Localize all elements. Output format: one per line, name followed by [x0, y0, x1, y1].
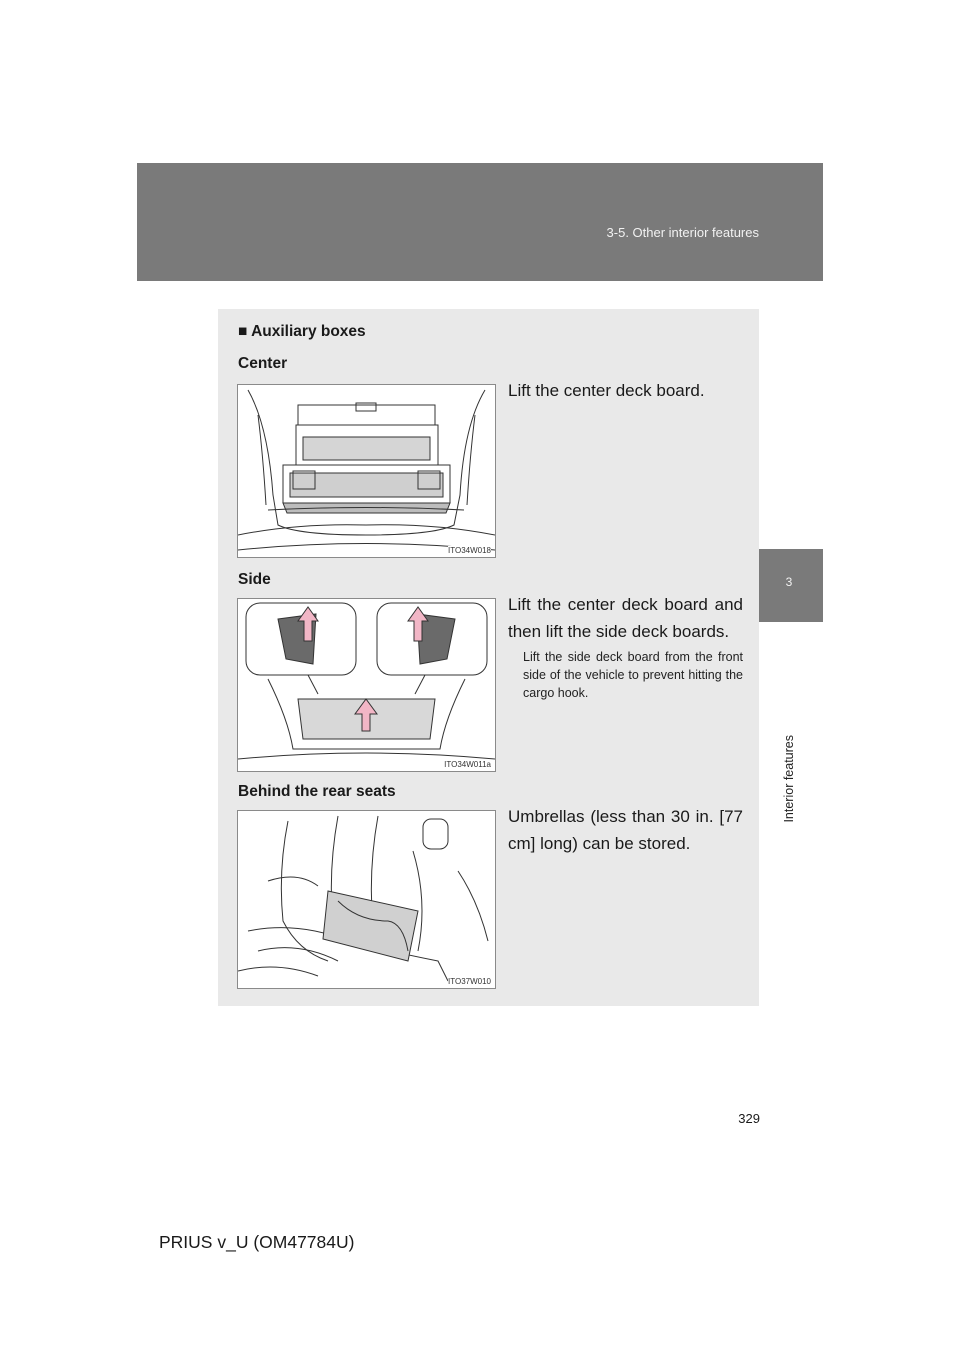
- description-center: Lift the center deck board.: [508, 381, 705, 400]
- chapter-label: Interior features: [782, 735, 796, 823]
- subheading-center: Center: [238, 355, 288, 372]
- footer-model: PRIUS v_U (OM47784U): [159, 1232, 355, 1252]
- figure-side-deck: [237, 598, 496, 772]
- figure-code: ITO34W018: [448, 546, 491, 555]
- note-side: Lift the side deck board from the front side of the vehicle to prevent hitting the cargo hook.: [523, 650, 743, 700]
- figure-code: ITO37W010: [448, 977, 491, 986]
- section-title: 3-5. Other interior features: [606, 225, 759, 240]
- page-number: 329: [738, 1111, 760, 1126]
- rear-seat-illustration: [238, 811, 495, 988]
- description-rear-seats: Umbrellas (less than 30 in. [77 cm] long) can be stored.: [508, 807, 743, 853]
- cargo-side-illustration: [238, 599, 495, 771]
- description-side: Lift the center deck board and then lift the side deck boards.: [508, 595, 743, 641]
- chapter-tab: [755, 549, 823, 622]
- figure-code: ITO34W011a: [444, 760, 491, 769]
- content-box: [218, 309, 759, 1006]
- section-heading: ■ Auxiliary boxes: [238, 323, 366, 340]
- header-band: [137, 163, 823, 281]
- subheading-side: Side: [238, 571, 271, 588]
- cargo-center-illustration: [238, 385, 495, 557]
- subheading-rear-seats: Behind the rear seats: [238, 783, 396, 800]
- chapter-number: 3: [785, 575, 793, 589]
- figure-rear-seats: [237, 810, 496, 989]
- figure-center-deck: [237, 384, 496, 558]
